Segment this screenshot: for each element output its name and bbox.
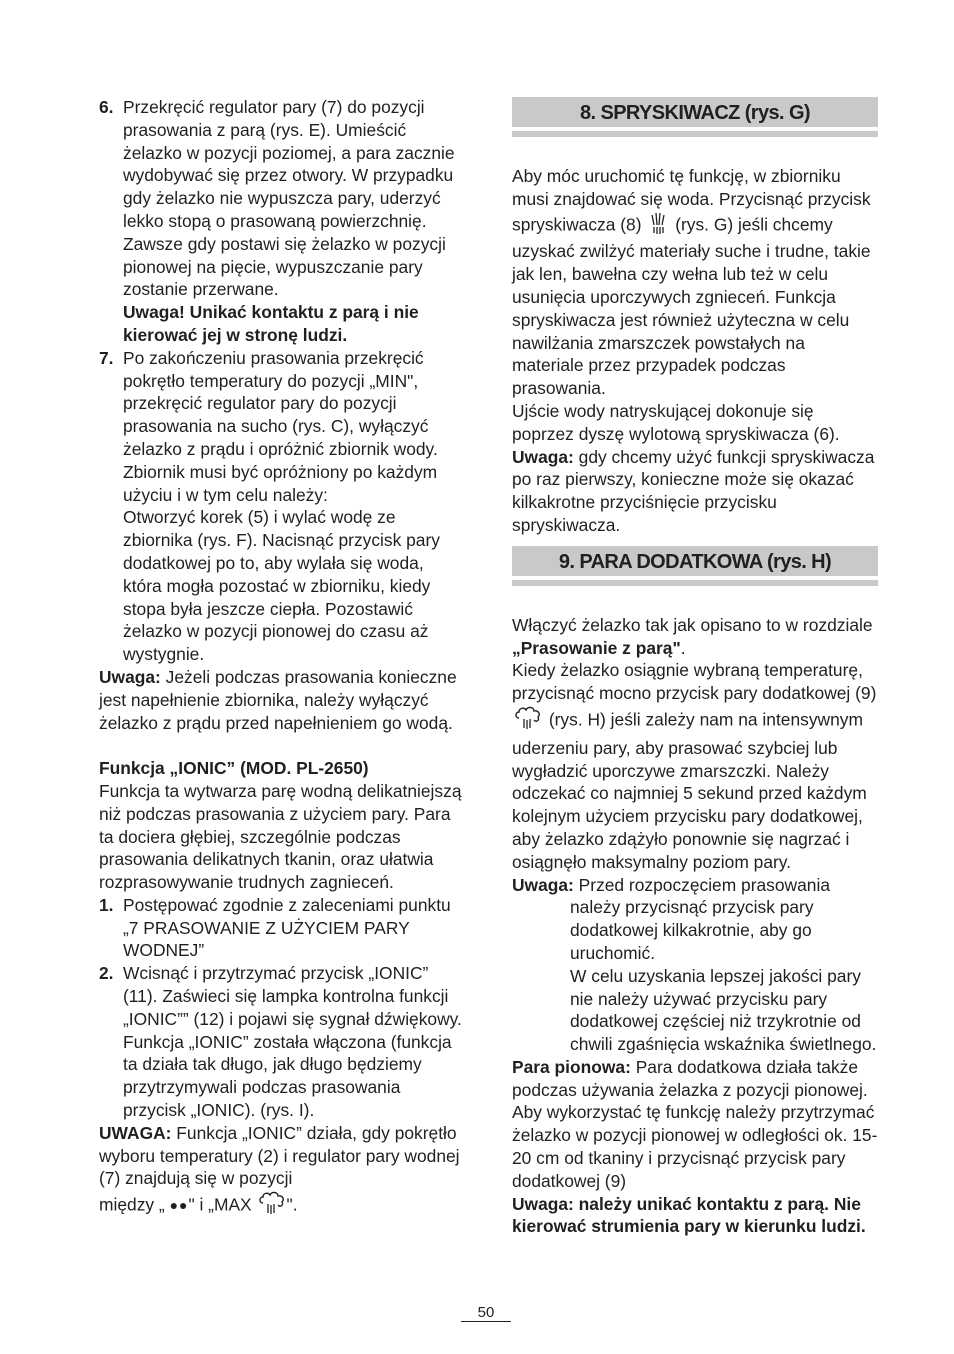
section-9-header [512, 546, 878, 578]
list-number: 2. [99, 963, 114, 984]
section-8-text-b: (rys. G) jeśli chcemy uzyskać zwilżyć materiały suche i trudne, takie jak len, bawełna czy wełna lub też w celu usunięcia uporczywych zgnieceń. Funkcja spryskiwacza jest również użyteczna w celu nawilżania zmarszczek powstałych na materiale przez przypadek podczas prasowania. [512, 214, 871, 399]
caution-end-b: " i „MAX [188, 1194, 252, 1215]
list-number: 7. [99, 347, 114, 368]
section-9-note [512, 874, 878, 897]
note-label: Uwaga: [512, 874, 574, 895]
section-9-note-2: należy przycisnąć przycisk pary dodatkowej kilkakrotnie, aby go uruchomić. [570, 897, 814, 963]
list-number: 6. [99, 97, 114, 117]
right-column [512, 96, 878, 1238]
caution-end-a: między „ [99, 1194, 165, 1215]
section-9-text-a [512, 614, 878, 660]
ionic-list-item-1 [99, 894, 467, 962]
steam-burst-icon [257, 1190, 287, 1222]
ionic-heading: Funkcja „IONIC” (MOD. PL-2650) [99, 758, 369, 779]
note-paragraph [99, 666, 467, 734]
temperature-dots-icon: ●● [169, 1196, 189, 1213]
section-9-text-c: (rys. H) jeśli zależy nam na intensywnym uderzeniu pary, aby prasować szybciej lub wygładzić uporczywe zmarszczki. Należy odczekać co najmniej 5 sekund przed każdym kolejnym użyciem przycisku pary dodatkowej, aby żelazko zdążyło ponownie się nagrzać i osiągnęło maksymalny poziom pary. [512, 709, 867, 872]
section-8-header [512, 97, 878, 129]
item-6-text: Przekręcić regulator pary (7) do pozycji prasowania z parą (rys. E). Umieścić żelazko w pozycji poziomej, a para zacznie wydobywać się przez otwory. W przypadku gdy żelazko nie wypuszcza pary, uderzyć lekko stopą o prasowaną powierzchnię. Zawsze gdy postawi się żelazko w pozycji pionowej na pięcie, wypuszczanie pary zostanie przerwane. [123, 97, 455, 300]
list-item-6 [99, 96, 467, 347]
section-8-text-a [512, 165, 878, 400]
list-number: 1. [99, 894, 114, 915]
section-8-text-a-part: Aby móc uruchomić tę funkcję, w zbiorniku musi znajdować się woda. Przycisnąć przycisk spryskiwacza (8) [512, 166, 871, 235]
section-9-text-b: Kiedy żelazko osiągnie wybraną temperaturę, przycisnąć mocno przycisk pary dodatkowej (9) [512, 660, 877, 704]
note-text: gdy chcemy użyć funkcji spryskiwacza po raz pierwszy, konieczne może się okazać kilkakrotne przyciśnięcie przycisku spryskiwacza. [512, 446, 875, 535]
section-9-final-warning: Uwaga: należy unikać kontaktu z parą. Nie kierować strumienia pary w kierunku ludzi. [512, 1193, 866, 1237]
page-number-rule [461, 1321, 511, 1322]
item-7-text-2: Otworzyć korek (5) i wylać wodę ze zbiornika (rys. F). Nacisnąć przycisk pary dodatkowej po to, aby wylała się woda, która mogła pozostać w zbiorniku, kiedy stopa była jeszcze ciepła. Pozostawić żelazko w pozycji pionowej do czasu aż wystygnie. [123, 507, 440, 665]
vertical-label: Para pionowa: [512, 1056, 631, 1077]
ionic-caution [99, 1122, 467, 1222]
caution-label: UWAGA: [99, 1122, 172, 1143]
spacer [99, 734, 467, 757]
caution-end-c: ". [286, 1194, 298, 1215]
item-6-warning: Uwaga! Unikać kontaktu z parą i nie kierować jej w stronę ludzi. [123, 302, 419, 345]
item-7-text: Po zakończeniu prasowania przekręcić pokrętło temperatury do pozycji „MIN", przekręcić regulator pary do pozycji prasowania na sucho (rys. C), wyłączyć żelazko z prądu i opróżnić zbiornik wody. Zbiornik musi być opróżniony po każdym użyciu i w tym celu należy: [123, 347, 438, 505]
section-9-text-a2: . [680, 637, 686, 658]
section-9-vertical [512, 1056, 878, 1193]
section-8-note [512, 446, 878, 537]
caution-text: Funkcja „IONIC” działa, gdy pokrętło wyboru temperatury (2) i regulator pary wodnej (7) znajdują się w pozycji [99, 1122, 460, 1189]
ionic-description: Funkcja ta wytwarza parę wodną delikatniejszą niż podczas prasowania z użyciem pary. Para ta dociera głębiej, szczególnie podczas prasowania delikatnych tkanin, oraz ułatwia rozprasowywanie trudnych zagnieceń. [99, 780, 462, 893]
vertical-text: Para dodatkowa działa także podczas używania żelazka z pozycji pionowej. Aby wykorzystać tę funkcję należy przytrzymać żelazko w pozycji pionowej w odległości ok. 15-20 cm od tkaniny i przycisnąć przycisk pary dodatkowej (9) [512, 1056, 878, 1191]
section-9-title: 9. PARA DODATKOWA (rys. H) [558, 550, 832, 573]
section-rule [512, 580, 878, 586]
section-9-text-a1: Włączyć żelazko tak jak opisano to w rozdziale [512, 614, 873, 635]
section-rule [512, 131, 878, 137]
page-number: 50 [477, 1304, 495, 1321]
section-9-note-3: W celu uzyskania lepszej jakości pary nie należy używać przycisku pary dodatkowej częściej niż trzykrotnie od chwili zgaśnięcia wskaźnika świetlnego. [570, 965, 877, 1055]
left-column [99, 96, 467, 1222]
section-8-title: 8. SPRYSKIWACZ (rys. G) [580, 102, 810, 124]
ionic-item-1-text: Postępować zgodnie z zaleceniami punktu „7 PRASOWANIE Z UŻYCIEM PARY WODNEJ” [123, 894, 451, 961]
spacer [512, 537, 878, 545]
ionic-item-2-text: Wcisnąć i przytrzymać przycisk „IONIC” (11). Zaświeci się lampka kontrolna funkcji „IONIC”” (12) i pojawi się sygnał dźwiękowy. Funkcja „IONIC” została włączona (funkcja ta działa tak długo, jak długo będziemy przytrzymywali podczas prasowania przycisk „IONIC). (rys. I). [123, 963, 462, 1121]
steam-burst-icon [512, 705, 544, 737]
section-9-text-a-bold: „Prasowanie z parą" [512, 637, 681, 658]
section-8-text-c: Ujście wody natryskującej dokonuje się poprzez dyszę wylotową spryskiwacza (6). [512, 400, 840, 444]
list-item-7 [99, 347, 467, 666]
note-text-1: Przed rozpoczęciem prasowania [573, 874, 830, 895]
spray-icon [646, 211, 670, 241]
note-label: Uwaga: [512, 446, 574, 467]
section-9-text-bc [512, 659, 878, 873]
ionic-list-item-2 [99, 962, 467, 1122]
note-label: Uwaga: [99, 666, 161, 687]
note-text: Jeżeli podczas prasowania konieczne jest napełnienie zbiornika, należy wyłączyć żelazko z prądu przed napełnieniem go wodą. [99, 666, 457, 733]
